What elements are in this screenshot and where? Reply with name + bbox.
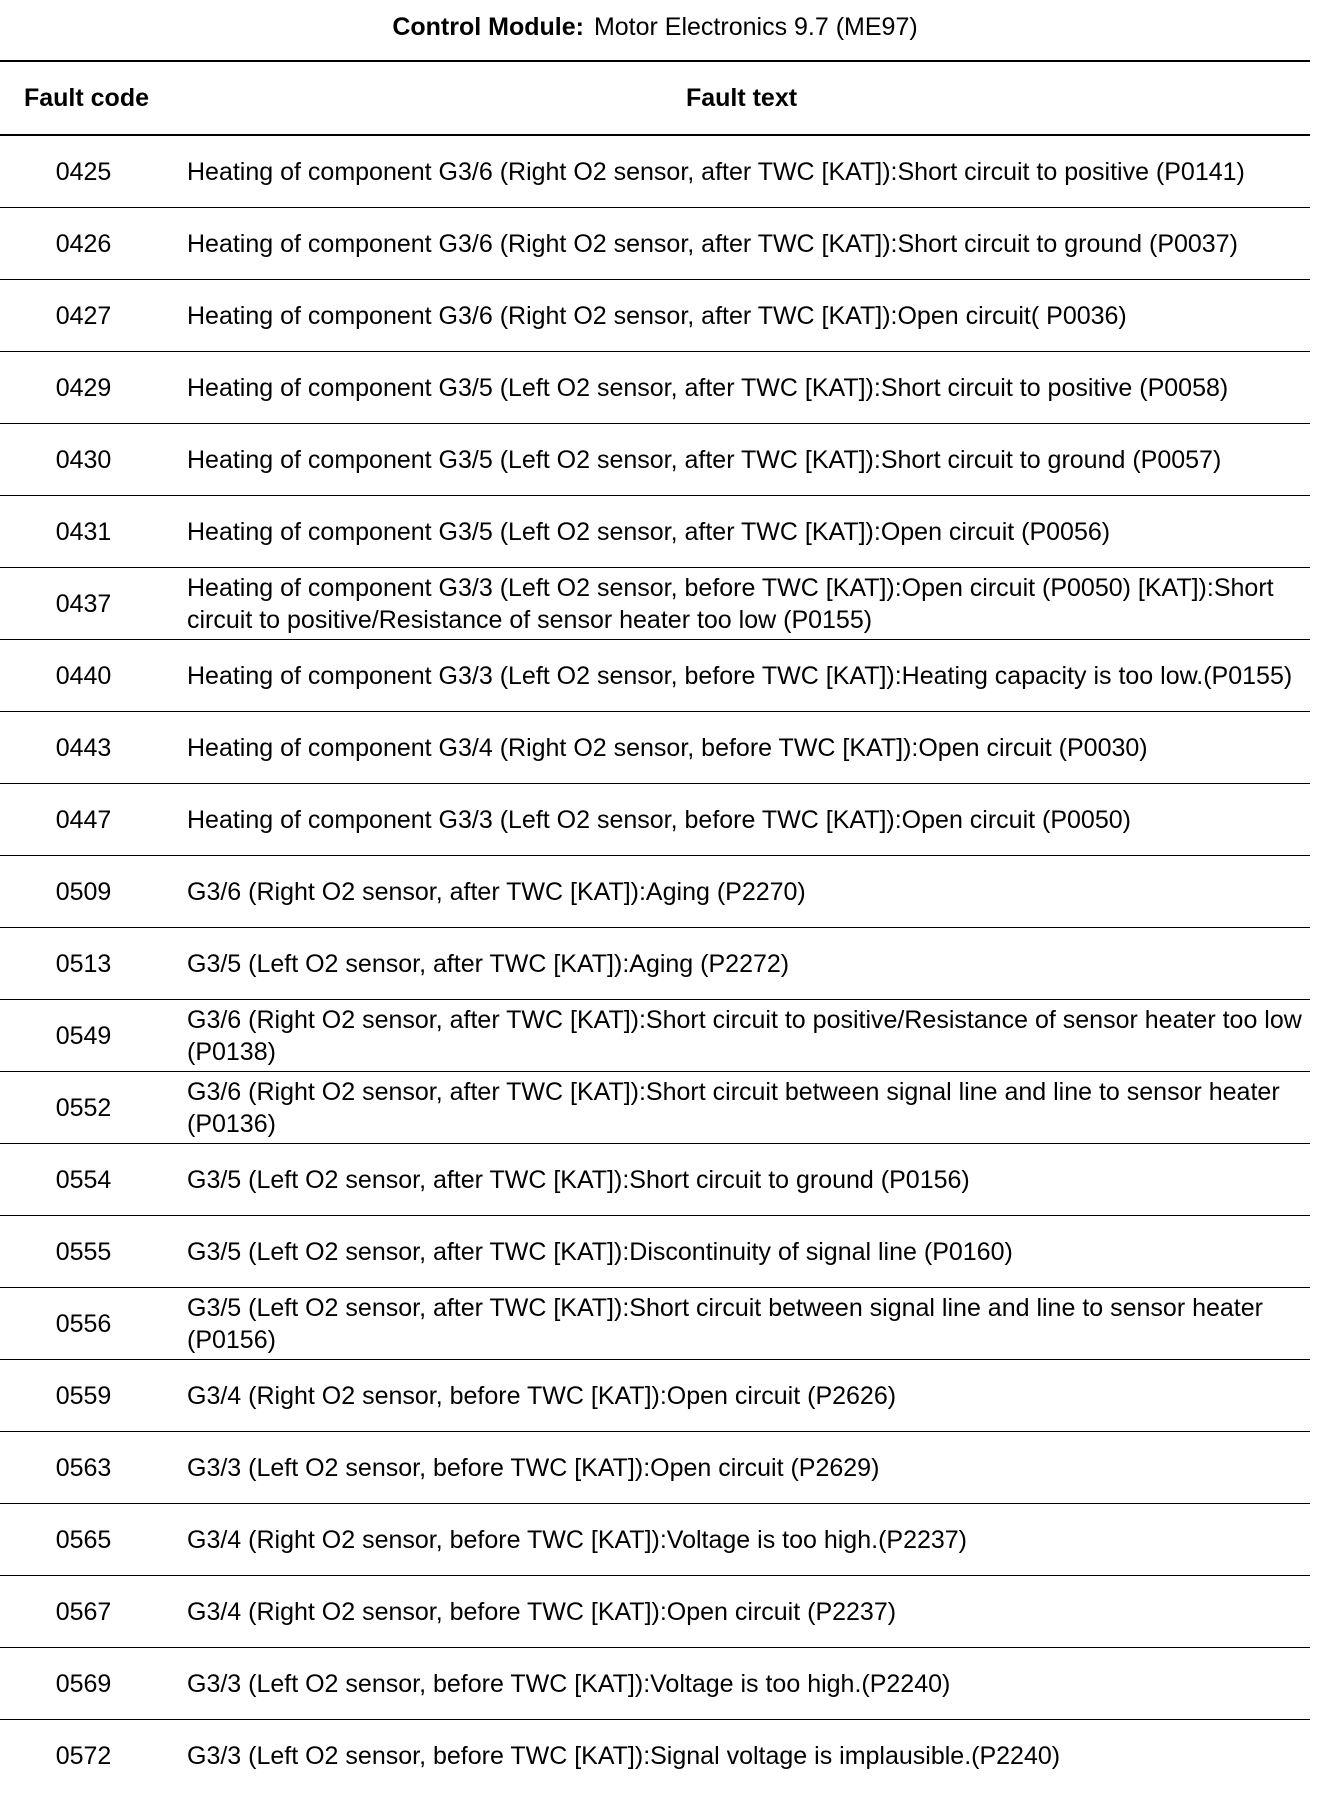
fault-text-cell: Heating of component G3/6 (Right O2 sensor, after TWC [KAT]):Open circuit( P0036) (173, 280, 1310, 352)
table-row (0, 135, 1310, 208)
fault-text-cell: G3/4 (Right O2 sensor, before TWC [KAT]):Open circuit (P2626) (173, 1360, 1310, 1432)
fault-text-cell: G3/6 (Right O2 sensor, after TWC [KAT]):Short circuit between signal line and line to sensor heater (P0136) (173, 1072, 1310, 1144)
fault-text-cell: Heating of component G3/4 (Right O2 sensor, before TWC [KAT]):Open circuit (P0030) (173, 712, 1310, 784)
table-row (0, 784, 1310, 856)
fault-code-cell: 0426 (0, 208, 173, 280)
page-title (0, 8, 1310, 46)
fault-code-cell: 0554 (0, 1144, 173, 1216)
table-row (0, 1144, 1310, 1216)
fault-text-cell: G3/5 (Left O2 sensor, after TWC [KAT]):Short circuit to ground (P0156) (173, 1144, 1310, 1216)
fault-text-cell: G3/4 (Right O2 sensor, before TWC [KAT]):Open circuit (P2237) (173, 1576, 1310, 1648)
fault-code-cell: 0447 (0, 784, 173, 856)
fault-code-cell: 0559 (0, 1360, 173, 1432)
table-row (0, 424, 1310, 496)
fault-text-cell: Heating of component G3/5 (Left O2 sensor, after TWC [KAT]):Short circuit to positive (P0058) (173, 352, 1310, 424)
fault-code-cell: 0431 (0, 496, 173, 568)
table-row (0, 1072, 1310, 1144)
fault-text-cell: Heating of component G3/3 (Left O2 sensor, before TWC [KAT]):Open circuit (P0050) (173, 784, 1310, 856)
table-row (0, 1648, 1310, 1720)
table-header-row (0, 61, 1310, 135)
table-row (0, 1288, 1310, 1360)
fault-text-cell: Heating of component G3/6 (Right O2 sensor, after TWC [KAT]):Short circuit to ground (P0037) (173, 208, 1310, 280)
fault-code-cell: 0555 (0, 1216, 173, 1288)
table-row (0, 208, 1310, 280)
fault-code-cell: 0429 (0, 352, 173, 424)
table-row (0, 1576, 1310, 1648)
fault-text-cell: Heating of component G3/5 (Left O2 sensor, after TWC [KAT]):Short circuit to ground (P0057) (173, 424, 1310, 496)
table-row (0, 1504, 1310, 1576)
table-row (0, 280, 1310, 352)
fault-code-cell: 0567 (0, 1576, 173, 1648)
fault-text-cell: G3/6 (Right O2 sensor, after TWC [KAT]):Short circuit to positive/Resistance of sensor heater too low (P0138) (173, 1000, 1310, 1072)
fault-code-cell: 0572 (55, 1741, 112, 1770)
control-module-label: Control Module: (392, 13, 584, 41)
fault-code-cell: 0569 (0, 1648, 173, 1720)
fault-text-cell: G3/5 (Left O2 sensor, after TWC [KAT]):Short circuit between signal line and line to sensor heater (P0156) (173, 1288, 1310, 1360)
table-row (0, 1720, 1310, 1792)
fault-code-cell: 0549 (0, 1000, 173, 1072)
fault-text-cell: Heating of component G3/3 (Left O2 sensor, before TWC [KAT]):Heating capacity is too low.(P0155) (173, 640, 1310, 712)
table-row (0, 496, 1310, 568)
table-row (0, 856, 1310, 928)
table-row (0, 352, 1310, 424)
fault-text-cell: Heating of component G3/3 (Left O2 sensor, before TWC [KAT]):Open circuit (P0050) [KAT]):Short circuit to positive/Resistance of sensor heater too low (P0155) (173, 568, 1310, 640)
fault-code-cell: 0440 (0, 640, 173, 712)
table-row (0, 568, 1310, 640)
fault-code-cell: 0513 (0, 928, 173, 1000)
control-module-value: Motor Electronics 9.7 (ME97) (593, 13, 918, 41)
fault-text-cell: G3/5 (Left O2 sensor, after TWC [KAT]):Aging (P2272) (173, 928, 1310, 1000)
fault-code-cell: 0427 (0, 280, 173, 352)
fault-text-cell: G3/3 (Left O2 sensor, before TWC [KAT]):Voltage is too high.(P2240) (173, 1648, 1310, 1720)
column-header-fault-text: Fault text (173, 61, 1310, 135)
fault-code-cell: 0443 (0, 712, 173, 784)
fault-code-cell: 0437 (0, 568, 173, 640)
fault-code-cell: 0552 (0, 1072, 173, 1144)
table-row (0, 1360, 1310, 1432)
table-row (0, 1000, 1310, 1072)
table-row (0, 928, 1310, 1000)
fault-text-cell: G3/3 (Left O2 sensor, before TWC [KAT]):Open circuit (P2629) (173, 1432, 1310, 1504)
fault-code-cell: 0565 (0, 1504, 173, 1576)
fault-text-cell: G3/3 (Left O2 sensor, before TWC [KAT]):Signal voltage is implausible.(P2240) (187, 1741, 1061, 1770)
table-row (0, 712, 1310, 784)
column-header-fault-code: Fault code (0, 61, 173, 135)
fault-code-table (0, 60, 1310, 1791)
fault-text-cell: G3/4 (Right O2 sensor, before TWC [KAT]):Voltage is too high.(P2237) (173, 1504, 1310, 1576)
fault-code-cell: 0425 (0, 135, 173, 208)
fault-code-cell: 0509 (0, 856, 173, 928)
fault-text-cell: G3/5 (Left O2 sensor, after TWC [KAT]):Discontinuity of signal line (P0160) (173, 1216, 1310, 1288)
table-row (0, 1216, 1310, 1288)
fault-code-cell: 0563 (0, 1432, 173, 1504)
fault-code-cell: 0430 (0, 424, 173, 496)
fault-code-cell: 0556 (0, 1288, 173, 1360)
table-row (0, 640, 1310, 712)
table-row (0, 1432, 1310, 1504)
fault-text-cell: Heating of component G3/6 (Right O2 sensor, after TWC [KAT]):Short circuit to positive (P0141) (173, 135, 1310, 208)
fault-text-cell: Heating of component G3/5 (Left O2 sensor, after TWC [KAT]):Open circuit (P0056) (173, 496, 1310, 568)
fault-text-cell: G3/6 (Right O2 sensor, after TWC [KAT]):Aging (P2270) (173, 856, 1310, 928)
